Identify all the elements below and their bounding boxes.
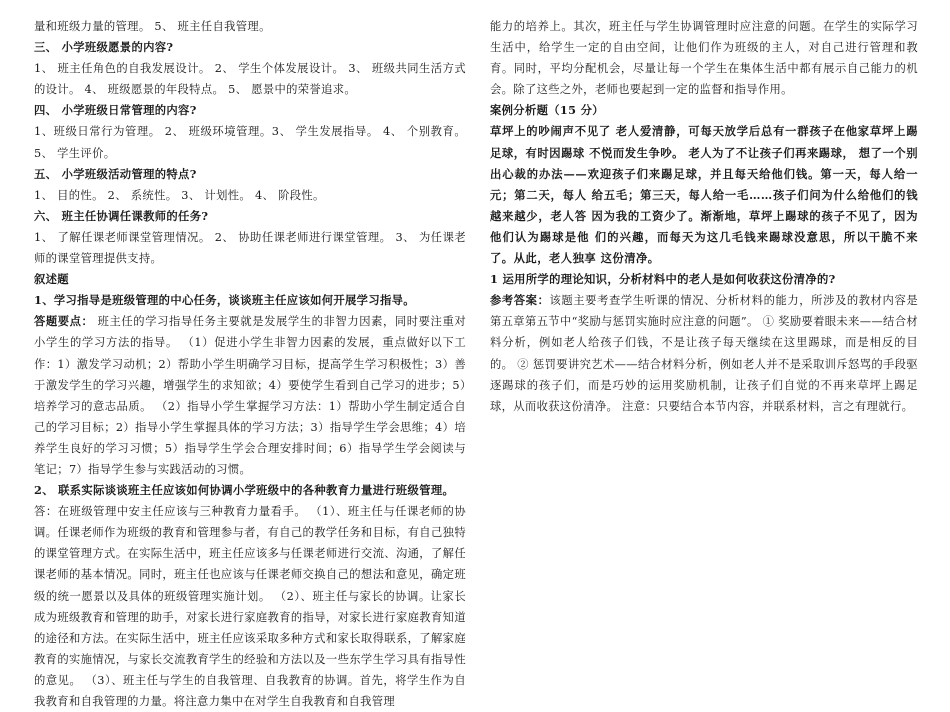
left-column xyxy=(34,16,466,712)
text-paragraph: 1、 目的性。 2、 系统性。 3、 计划性。 4、 阶段性。 xyxy=(34,188,325,202)
text-paragraph: 1、班级日常行为管理。 2、 班级环境管理。3、 学生发展指导。 4、 个别教育。 5、 学生评价。 xyxy=(34,125,466,160)
section-heading: 五、 小学班级活动管理的特点? xyxy=(34,166,197,181)
answer-label: 参考答案： xyxy=(490,293,550,308)
case-material: 草坪上的吵闹声不见了 老人爱清静，可每天放学后总有一群孩子在他家草坪上踢足球，有时因踢球 不悦而发生争吵。 老人为了不让孩子们再来踢球， 想了一个别出心裁的办法——欢迎孩子们来踢足球，并且每天给他们钱。第一天，每人给一元；第二天，每人 给五毛；第三天，每人给一毛……孩子们问为什么给他们的钱越来越少，老人答 因为我的工资少了。渐渐地，草坪上踢球的孩子不见了，因为他们认为踢球是他 们的兴趣，而每天为这几毛钱来踢球没意思，所以干脆不来了。从此，老人独享 这份清净。 xyxy=(490,124,918,266)
answer-label: 答题要点： xyxy=(34,314,94,329)
section-heading: 叙述题 xyxy=(34,272,69,287)
text-paragraph: 1、 了解任课老师课堂管理情况。 2、 协助任课老师进行课堂管理。 3、 为任课老师的课堂管理提供支持。 xyxy=(34,230,466,266)
question-heading: 1 运用所学的理论知识，分析材料中的老人是如何收获这份清净的? xyxy=(490,272,836,287)
section-heading: 三、 小学班级愿景的内容? xyxy=(34,40,174,55)
text-paragraph: 量和班级力量的管理。 5、 班主任自我管理。 xyxy=(34,20,271,33)
answer-paragraph: 答：在班级管理中安主任应该与三种教育力量看手。 （1）、班主任与任课老师的协调。任课老师作为班级的教育和管理参与者，有自己的教学任务和目标，有自己独特的课堂管理方式。在实际生活中，班主任应该多与任课老师进行交流、沟通，了解任课老师的基本情况。同时，班主任也应该与任课老师交换自己的想法和意见，确定班级的统一愿景以及具体的班级管理实施计划。 （2）、班主任与家长的协调。让家长成为班级教育和管理的助手，对家长进行家庭教育的指导，对家长进行家庭教育知道的途径和方法。在实际生活中，班主任应该采取多种方式和家长取得联系，了解家庭教育的实施情况，与家长交流教育学生的经验和方法以及一些东学生学习具有指导性的意见。 （3）、班主任与学生的自我管理、自我教育的协调。首先，将学生作为自我教育和自我管理的力量。将注意力集中在对学生自我教育和自我管理 xyxy=(34,505,466,708)
answer-text: 班主任的学习指导任务主要就是发展学生的非智力因素，同时要注重对小学生的学习方法的指导。 （1）促进小学生非智力因素的发展，重点做好以下工作：1）激发学习动机；2）帮助小学生明确学习目标，提高学生学习积极性；3）善于激发学生的学习兴趣，增强学生的求知欲；4）要使学生看到自己学习的进步；5）培养学习的意志品质。 （2）指导小学生掌握学习方法：1）帮助小学生制定适合自己的学习目标；2）指导小学生掌握具体的学习方法；3）指导学生学会思维；4）培养学生良好的学习习惯；5）指导学生学会合理安排时间；6）指导学生学会阅读与笔记；7）指导学生参与实践活动的习惯。 xyxy=(34,315,466,476)
section-heading: 六、 班主任协调任课教师的任务? xyxy=(34,208,209,223)
answer-paragraph xyxy=(490,290,918,417)
text-paragraph: 能力的培养上。其次，班主任与学生协调管理时应注意的问题。在学生的实际学习生活中，给学生一定的自由空间，让他们作为班级的主人，对自己进行管理和教育。同时，平均分配机会，尽量让每一个学生在集体生活中都有展示自己能力的机会。除了这些之外，老师也要起到一定的监督和指导作用。 xyxy=(490,20,918,97)
question-heading: 2、 联系实际谈谈班主任应该如何协调小学班级中的各种教育力量进行班级管理。 xyxy=(34,483,455,498)
text-paragraph: 1、 班主任角色的自我发展设计。 2、 学生个体发展设计。 3、 班级共同生活方式的设计。 4、 班级愿景的年段特点。 5、 愿景中的荣誉追求。 xyxy=(34,62,466,97)
answer-paragraph xyxy=(34,311,466,480)
section-heading: 案例分析题（15 分） xyxy=(490,103,604,118)
question-heading: 1、学习指导是班级管理的中心任务，谈谈班主任应该如何开展学习指导。 xyxy=(34,293,415,308)
answer-text: 该题主要考查学生听课的情况、分析材料的能力，所涉及的教材内容是第五章第五节中“奖励与惩罚实施时应注意的问题”。 ① 奖励要着眼未来——结合材料分析，例如老人给孩子们钱，不是让孩子每天继续在这里踢球，而是相反的目的。 ② 惩罚要讲究艺术——结合材料分析，例如老人并不是采取训斥怒骂的手段驱逐踢球的孩子们，而是巧妙的运用奖励机制，让孩子们自觉的不再来草坪上踢足球，从而收获这份清净。 注意：只要结合本节内容，并联系材料，言之有理就行。 xyxy=(490,294,918,413)
right-column xyxy=(490,16,918,417)
section-heading: 四、 小学班级日常管理的内容? xyxy=(34,103,197,118)
